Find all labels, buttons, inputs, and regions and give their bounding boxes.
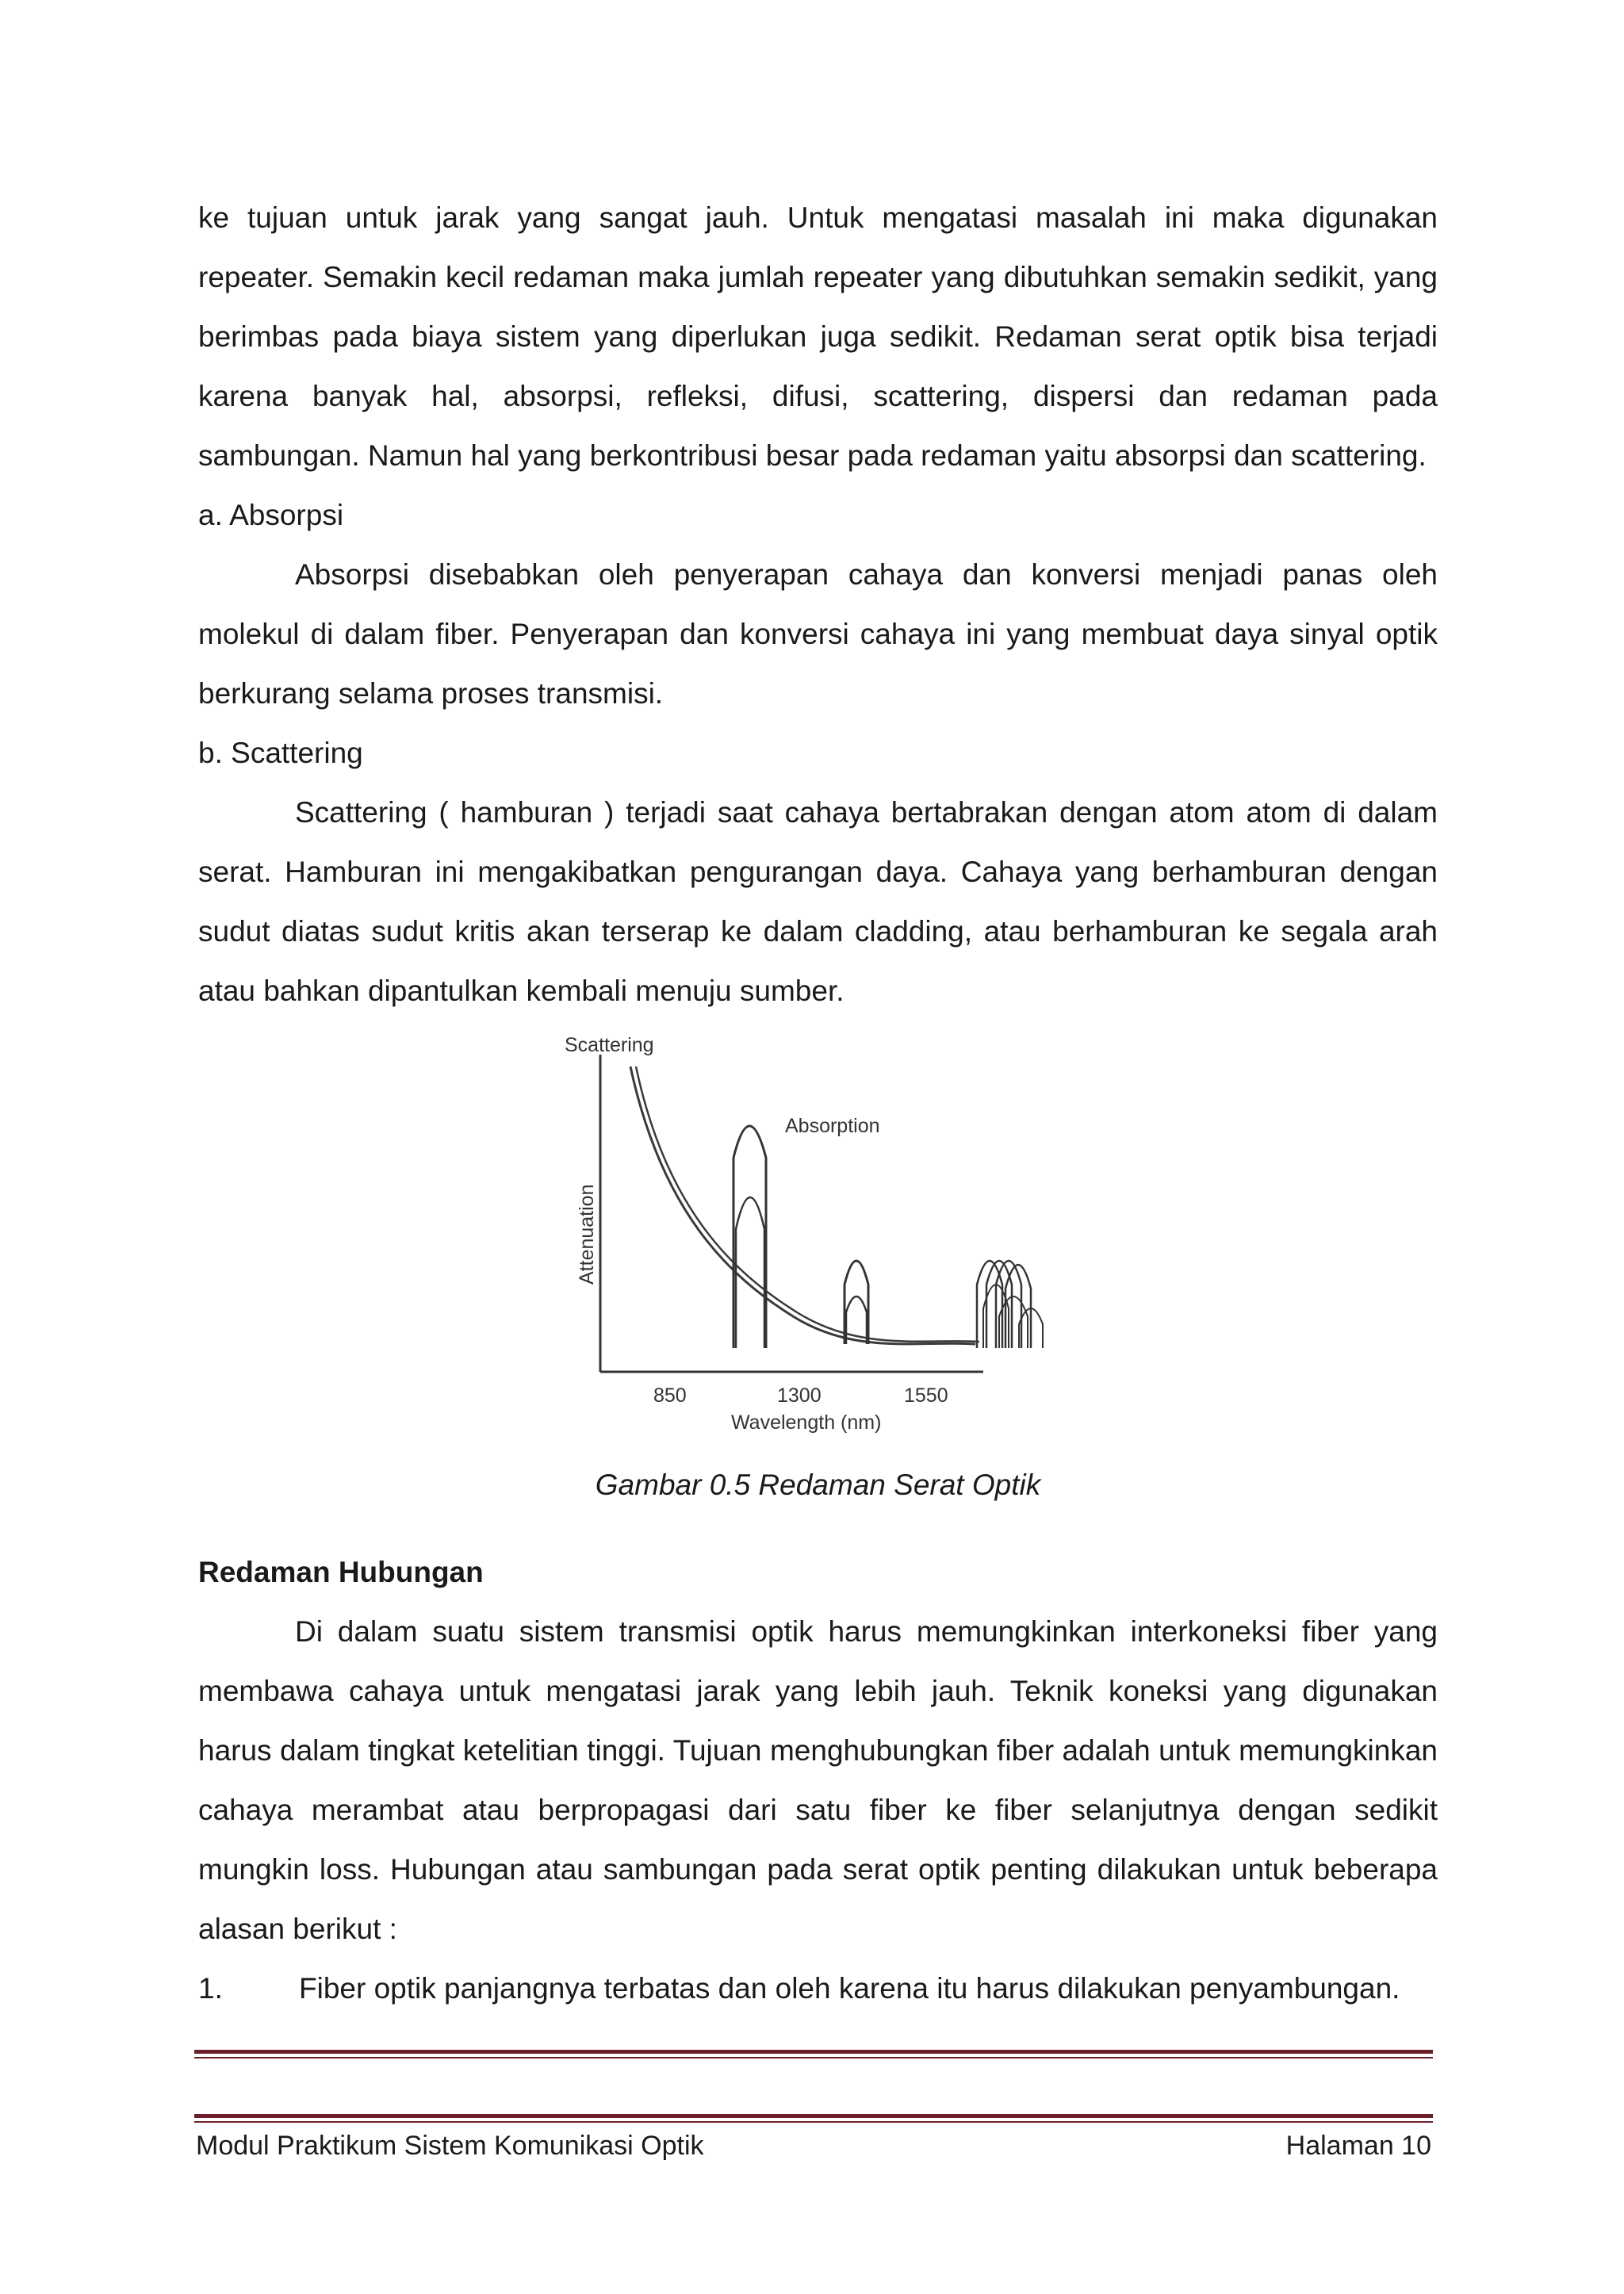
scattering-curve-1: [630, 1067, 975, 1344]
footer-rule-top-thin: [194, 2057, 1433, 2058]
absorption-peak-large-inner: [736, 1197, 764, 1348]
absorption-peak-mid-outer: [845, 1261, 868, 1344]
intro-paragraph: ke tujuan untuk jarak yang sangat jauh. Untuk mengatasi masalah ini maka digunakan repeater. Semakin kecil redaman maka jumlah repeater yang dibutuhkan semakin sedikit, yang berimbas pada biaya sistem yang diperlukan juga sedikit. Redaman serat optik bisa terjadi karena banyak hal, absorpsi, refleksi, difusi, scattering, dispersi dan redaman pada sambungan. Namun hal yang berkontribusi besar pada redaman yaitu absorpsi dan scattering.: [198, 201, 1438, 472]
footer-rule-bottom-thin: [194, 2121, 1433, 2123]
intro-paragraph-block: [198, 188, 1438, 485]
figure-caption: Gambar 0.5 Redaman Serat Optik: [595, 1469, 1041, 1501]
x-tick-1550: 1550: [904, 1384, 948, 1407]
section-hubungan-block: [198, 1602, 1438, 1959]
x-axis-label: Wavelength (nm): [731, 1411, 882, 1434]
section-a-title: a. Absorpsi: [198, 499, 344, 531]
absorption-peak-ir-6: [999, 1296, 1028, 1348]
absorption-peak-large-outer: [733, 1126, 766, 1348]
x-tick-1300: 1300: [777, 1384, 822, 1407]
section-a-block: [198, 545, 1438, 723]
scattering-curve-2: [636, 1067, 979, 1342]
scattering-label: Scattering: [565, 1034, 654, 1056]
list-item-number: 1.: [198, 1972, 223, 2005]
absorption-label: Absorption: [785, 1115, 880, 1137]
section-b-text: Scattering ( hamburan ) terjadi saat cahaya bertabrakan dengan atom atom di dalam serat. Hamburan ini mengakibatkan pengurangan daya. Cahaya yang berhamburan dengan sudut diatas sudut kritis akan terserap ke dalam cladding, atau berhamburan ke segala arah atau bahkan dipantulkan kembali menuju sumber.: [198, 796, 1438, 1007]
section-b-title: b. Scattering: [198, 737, 363, 769]
section-hubungan-title: Redaman Hubungan: [198, 1556, 484, 1588]
y-axis-label: Attenuation: [576, 1184, 598, 1285]
footer-rule-top: [194, 2050, 1433, 2054]
x-tick-850: 850: [653, 1384, 687, 1407]
footer-rule-bottom: [194, 2114, 1433, 2118]
footer-module-title: Modul Praktikum Sistem Komunikasi Optik: [196, 2131, 704, 2161]
list-item-text: Fiber optik panjangnya terbatas dan oleh karena itu harus dilakukan penyambungan.: [299, 1972, 1400, 2005]
footer-page-number: Halaman 10: [1285, 2131, 1431, 2161]
section-hubungan-text: Di dalam suatu sistem transmisi optik harus memungkinkan interkoneksi fiber yang membawa cahaya untuk mengatasi jarak yang lebih jauh. Teknik koneksi yang digunakan harus dalam tingkat ketelitian tinggi. Tujuan menghubungkan fiber adalah untuk memungkinkan cahaya merambat atau berpropagasi dari satu fiber ke fiber selanjutnya dengan sedikit mungkin loss. Hubungan atau sambungan pada serat optik penting dilakukan untuk beberapa alasan berikut :: [198, 1615, 1438, 1945]
section-b-block: [198, 783, 1438, 1021]
attenuation-figure: [555, 1023, 1071, 1435]
section-a-text: Absorpsi disebabkan oleh penyerapan cahaya dan konversi menjadi panas oleh molekul di dalam fiber. Penyerapan dan konversi cahaya ini yang membuat daya sinyal optik berkurang selama proses transmisi.: [198, 558, 1438, 710]
